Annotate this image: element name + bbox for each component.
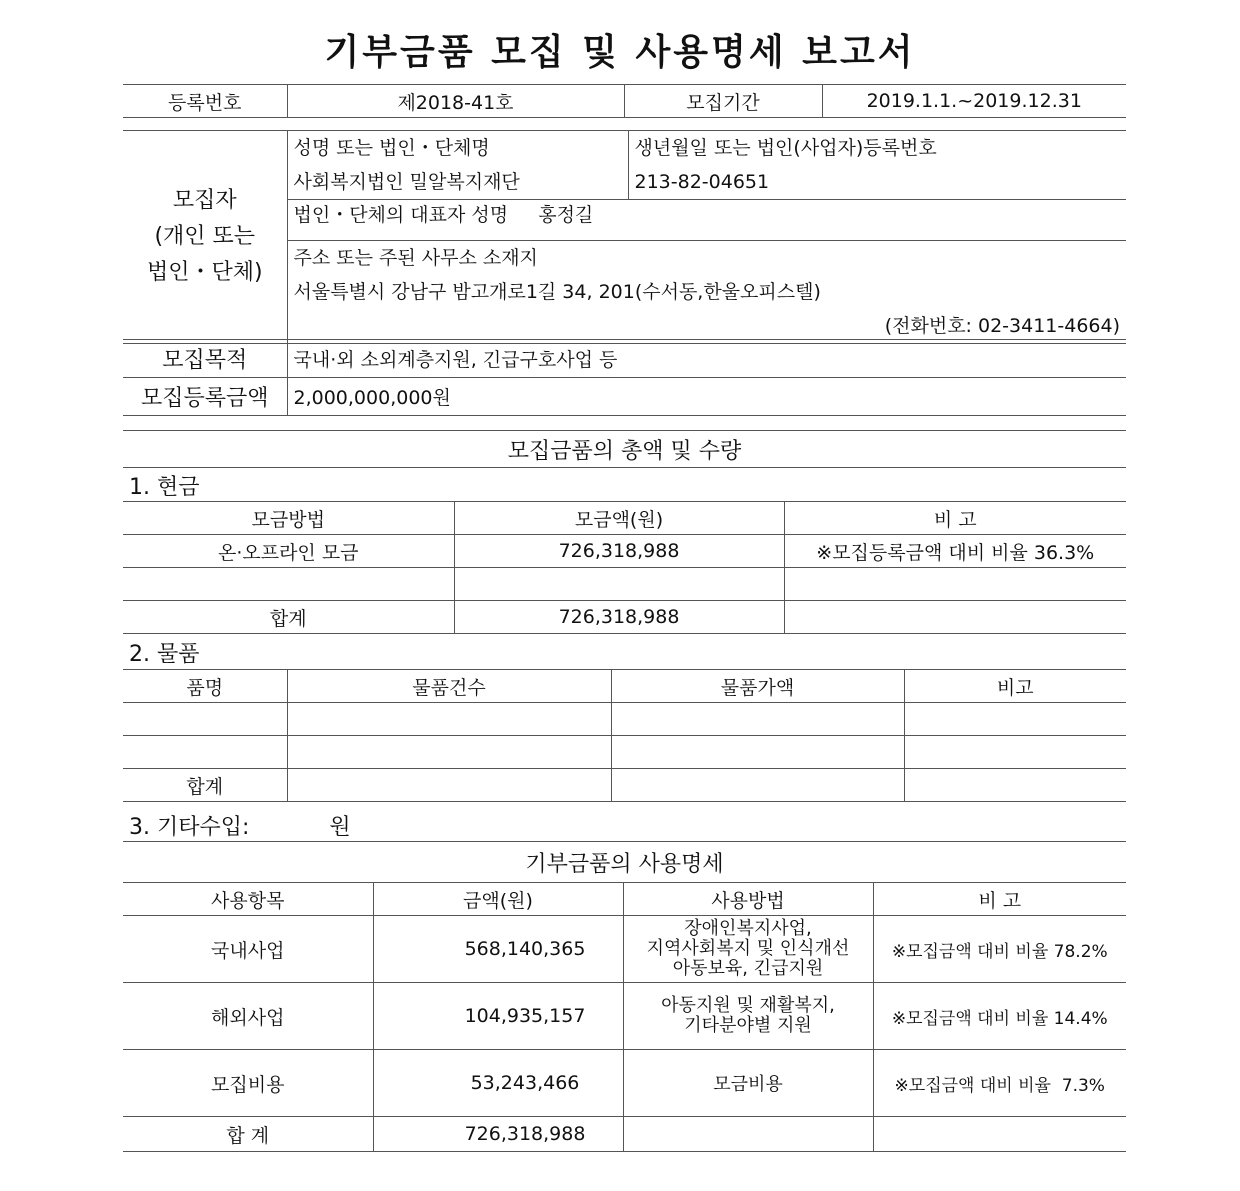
collector-label-line1: 모집자 <box>172 188 237 213</box>
usage-row-method: 모금비용 <box>623 1050 873 1117</box>
address-label: 주소 또는 주된 사무소 소재지 <box>293 247 538 269</box>
usage-method-line: 기타분야별 지원 <box>684 1015 812 1036</box>
registration-number-label: 등록번호 <box>123 85 287 118</box>
representative-cell <box>287 200 1126 241</box>
usage-row-note: ※모집금액 대비 비율 78.2% <box>873 916 1126 983</box>
cash-empty-note <box>784 568 1126 601</box>
usage-total-empty <box>873 1117 1126 1152</box>
report-title: 기부금품 모집 및 사용명세 보고서 <box>324 32 916 73</box>
cash-heading: 1. 현금 <box>129 475 200 500</box>
usage-method-line: 지역사회복지 및 인식개선 <box>646 938 850 959</box>
usage-method-line: 아동보육, 긴급지원 <box>672 958 824 979</box>
collector-label <box>123 131 287 344</box>
collector-label-line3: 법인・단체) <box>146 260 263 285</box>
representative-value: 홍정길 <box>538 204 594 226</box>
cash-total-note <box>784 601 1126 634</box>
cash-row-method: 온·오프라인 모금 <box>123 535 454 568</box>
cash-empty-amount <box>454 568 784 601</box>
usage-row-amount: 53,243,466 <box>373 1050 623 1117</box>
usage-row-method <box>623 983 873 1050</box>
goods-empty-cell <box>904 703 1126 736</box>
cash-header-amount: 모금액(원) <box>454 502 784 535</box>
goods-header-count: 물품건수 <box>287 670 611 703</box>
usage-header-item: 사용항목 <box>123 883 373 916</box>
totals-section-title: 모집금품의 총액 및 수량 <box>123 431 1126 468</box>
goods-empty-cell <box>287 703 611 736</box>
usage-row-item: 모집비용 <box>123 1050 373 1117</box>
collector-table <box>123 130 1126 344</box>
goods-empty-cell <box>904 769 1126 802</box>
usage-header-note: 비 고 <box>873 883 1126 916</box>
cash-header-note: 비 고 <box>784 502 1126 535</box>
usage-method-line: 장애인복지사업, <box>684 918 812 939</box>
other-income-heading <box>123 810 351 841</box>
collection-period-value: 2019.1.1.~2019.12.31 <box>822 85 1126 118</box>
purpose-label: 모집목적 <box>123 340 287 378</box>
phone-number: (전화번호: 02-3411-4664) <box>884 315 1120 337</box>
goods-empty-cell <box>904 736 1126 769</box>
goods-table <box>123 669 1126 802</box>
collector-regno-value: 213-82-04651 <box>634 171 770 193</box>
address-cell <box>287 241 1126 344</box>
registration-table <box>123 84 1126 118</box>
goods-heading: 2. 물품 <box>129 642 200 667</box>
usage-total-empty <box>623 1117 873 1152</box>
representative-label: 법인・단체의 대표자 성명 <box>293 204 509 226</box>
usage-row-amount: 568,140,365 <box>373 916 623 983</box>
collector-name-cell <box>287 131 628 200</box>
usage-total-value: 726,318,988 <box>373 1117 623 1152</box>
cash-empty-method <box>123 568 454 601</box>
usage-table <box>123 882 1126 1152</box>
usage-header-amount: 금액(원) <box>373 883 623 916</box>
usage-row-item: 해외사업 <box>123 983 373 1050</box>
goods-header-name: 품명 <box>123 670 287 703</box>
cash-table <box>123 501 1126 634</box>
goods-total-label: 합계 <box>123 769 287 802</box>
usage-row-item: 국내사업 <box>123 916 373 983</box>
cash-total-label: 합계 <box>123 601 454 634</box>
goods-empty-cell <box>611 703 904 736</box>
usage-row-method <box>623 916 873 983</box>
other-income-label: 3. 기타수입: <box>129 815 250 840</box>
usage-row-amount: 104,935,157 <box>373 983 623 1050</box>
collector-label-line2: (개인 또는 <box>154 224 256 249</box>
totals-title-table <box>123 430 1126 468</box>
cash-row-amount: 726,318,988 <box>454 535 784 568</box>
registration-number-value: 제2018-41호 <box>287 85 624 118</box>
goods-empty-cell <box>123 736 287 769</box>
collector-name-label: 성명 또는 법인・단체명 <box>293 137 490 159</box>
collector-regno-cell <box>628 131 1126 200</box>
address-value: 서울특별시 강남구 밤고개로1길 34, 201(수서동,한울오피스텔) <box>293 281 821 303</box>
registered-amount-label: 모집등록금액 <box>123 378 287 416</box>
cash-header-method: 모금방법 <box>123 502 454 535</box>
usage-section-title: 기부금품의 사용명세 <box>123 842 1126 883</box>
usage-total-label: 합 계 <box>123 1117 373 1152</box>
goods-empty-cell <box>287 769 611 802</box>
cash-row-note: ※모집등록금액 대비 비율 36.3% <box>784 535 1126 568</box>
usage-row-note: ※모집금액 대비 비율 14.4% <box>873 983 1126 1050</box>
collection-period-label: 모집기간 <box>624 85 822 118</box>
goods-empty-cell <box>287 736 611 769</box>
usage-header-method: 사용방법 <box>623 883 873 916</box>
goods-empty-cell <box>123 703 287 736</box>
goods-empty-cell <box>611 769 904 802</box>
collector-name-value: 사회복지법인 밀알복지재단 <box>293 171 520 193</box>
usage-row-note: ※모집금액 대비 비율 7.3% <box>873 1050 1126 1117</box>
other-income-unit: 원 <box>329 815 351 840</box>
goods-header-value: 물품가액 <box>611 670 904 703</box>
goods-empty-cell <box>611 736 904 769</box>
purpose-value: 국내·외 소외계층지원, 긴급구호사업 등 <box>287 340 1126 378</box>
goods-header-note: 비고 <box>904 670 1126 703</box>
usage-title-table <box>123 841 1126 883</box>
collector-regno-label: 생년월일 또는 법인(사업자)등록번호 <box>634 137 937 159</box>
registered-amount-value: 2,000,000,000원 <box>287 378 1126 416</box>
usage-method-line: 아동지원 및 재활복지, <box>661 995 835 1016</box>
purpose-table <box>123 339 1126 416</box>
cash-total-value: 726,318,988 <box>454 601 784 634</box>
